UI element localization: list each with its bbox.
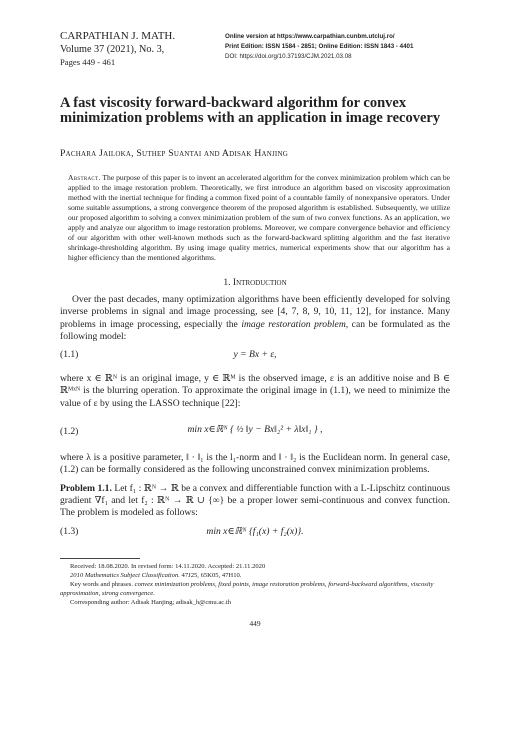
section-heading: 1. Introduction bbox=[223, 277, 287, 288]
issn: Print Edition: ISSN 1584 - 2851; Online Edition: ISSN 1843 - 4401 bbox=[225, 43, 414, 51]
equation-number: (1.1) bbox=[60, 349, 79, 361]
paper-page bbox=[60, 30, 450, 628]
problem-statement bbox=[60, 483, 450, 520]
journal-pages: Pages 449 - 461 bbox=[60, 57, 116, 67]
equation-body: y = Bx + ε, bbox=[233, 349, 277, 361]
problem-text: Let f₁ : ℝᴺ → ℝ be a convex and differentiable function with a L-Lipschitz continuous gradient ∇f₁ and let f₂ : ℝᴺ → ℝ ∪ {∞} be a proper lower semi-continuous and convex function. The problem is modeled as follows: bbox=[60, 482, 450, 519]
msc-label: 2010 Mathematics Subject Classification. bbox=[70, 571, 180, 579]
keywords-text: convex minimization problems, fixed points, image restoration problems, forward-backward algorithms, viscosity approximation, strong convergence. bbox=[60, 580, 434, 597]
corresponding-author[interactable]: Corresponding author: Adisak Hanjing; adisak_h@cmu.ac.th bbox=[70, 598, 231, 606]
equation-1-1 bbox=[60, 347, 450, 369]
equation-1-2 bbox=[60, 414, 450, 448]
journal-volume: Volume 37 (2021), No. 3, bbox=[60, 44, 165, 55]
footnotes bbox=[60, 562, 450, 607]
online-version[interactable]: Online version at https://www.carpathian.cunbm.utcluj.ro/ bbox=[225, 33, 395, 40]
intro-p1-emphasis: image restoration problem bbox=[241, 318, 346, 330]
problem-label: Problem 1.1. bbox=[60, 482, 112, 494]
intro-p1-text: Over the past decades, many optimization algorithms have been efficiently developed for solving inverse problems in signal and image processing, see [4, 7, 8, 9, 10, 11, 12], for instance. Many problems in image processing, especially the bbox=[60, 294, 450, 330]
keywords bbox=[60, 580, 450, 598]
intro-paragraph-1 bbox=[60, 294, 450, 343]
received-dates: Received: 18.08.2020. In revised form: 14.11.2020. Accepted: 21.11.2020 bbox=[70, 562, 266, 570]
journal-info bbox=[60, 30, 175, 69]
journal-name: CARPATHIAN J. MATH. bbox=[60, 30, 176, 42]
page-number: 449 bbox=[249, 618, 261, 628]
abstract-text: The purpose of this paper is to invent an accelerated algorithm for the convex minimization problem which can be applied to the image restoration problem. Theoretically, we first introduce an algorithm based on viscosity approximation method with the inertial technique for finding a common fixed point of a countable family of nonexpansive operators. Under some suitable assumptions, a strong convergence theorem of the proposed algorithm is established. Subsequently, we utilize our proposed algorithm to solving a convex minimization problem of the sum of two convex functions. As an application, we apply and analyze our algorithm to image restoration problems. Moreover, we compare convergence behavior and efficiency of our algorithm with other well-known methods such as the forward-backward splitting algorithm and the fast iterative shrinkage-thresholding algorithm. By using image quality metrics, numerical experiments show that our algorithm has a higher efficiency than the mentioned algorithms. bbox=[68, 173, 450, 262]
footnote-rule bbox=[60, 558, 140, 559]
authors: Pachara Jailoka, Suthep Suantai and Adisak Hanjing bbox=[60, 148, 288, 159]
header bbox=[60, 30, 450, 69]
keywords-label: Key words and phrases. bbox=[70, 580, 133, 588]
intro-p1-end: , can be formulated as the following model: bbox=[60, 318, 450, 342]
equation-body: min x∈ℝᴺ {f₁(x) + f₂(x)}. bbox=[206, 525, 304, 537]
msc-codes: 47J25, 65K05, 47H10. bbox=[179, 571, 242, 579]
msc-classification bbox=[60, 571, 450, 580]
abstract-label: Abstract. bbox=[68, 173, 101, 182]
equation-number: (1.3) bbox=[60, 525, 79, 537]
doi-link[interactable]: DOI: https://doi.org/10.37193/CJM.2021.03.08 bbox=[225, 53, 352, 61]
intro-paragraph-3: where λ is a positive parameter, ‖ · ‖₁ is the l₁-norm and ‖ · ‖₂ is the Euclidean norm. In general case, (1.2) can be formally considered as the following unconstrained convex minimization problems. bbox=[60, 452, 450, 476]
equation-1-3 bbox=[60, 524, 450, 546]
paper-title: A fast viscosity forward-backward algorithm for convex minimization problems with an application in image recovery bbox=[60, 95, 441, 126]
publication-info bbox=[225, 30, 450, 69]
intro-paragraph-2: where x ∈ ℝᴺ is an original image, y ∈ ℝᴹ is the observed image, ε is an additive noise and B ∈ ℝᴹˣᴺ is the blurring operation. To approximate the original image in (1.1), we need to minimize the value of ε by using the LASSO technique [22]: bbox=[60, 373, 450, 409]
abstract bbox=[60, 173, 450, 263]
equation-number: (1.2) bbox=[60, 426, 79, 438]
equation-body: min x∈ℝᴺ { ½ ‖y − Bx‖₂² + λ‖x‖₁ } , bbox=[187, 424, 323, 436]
